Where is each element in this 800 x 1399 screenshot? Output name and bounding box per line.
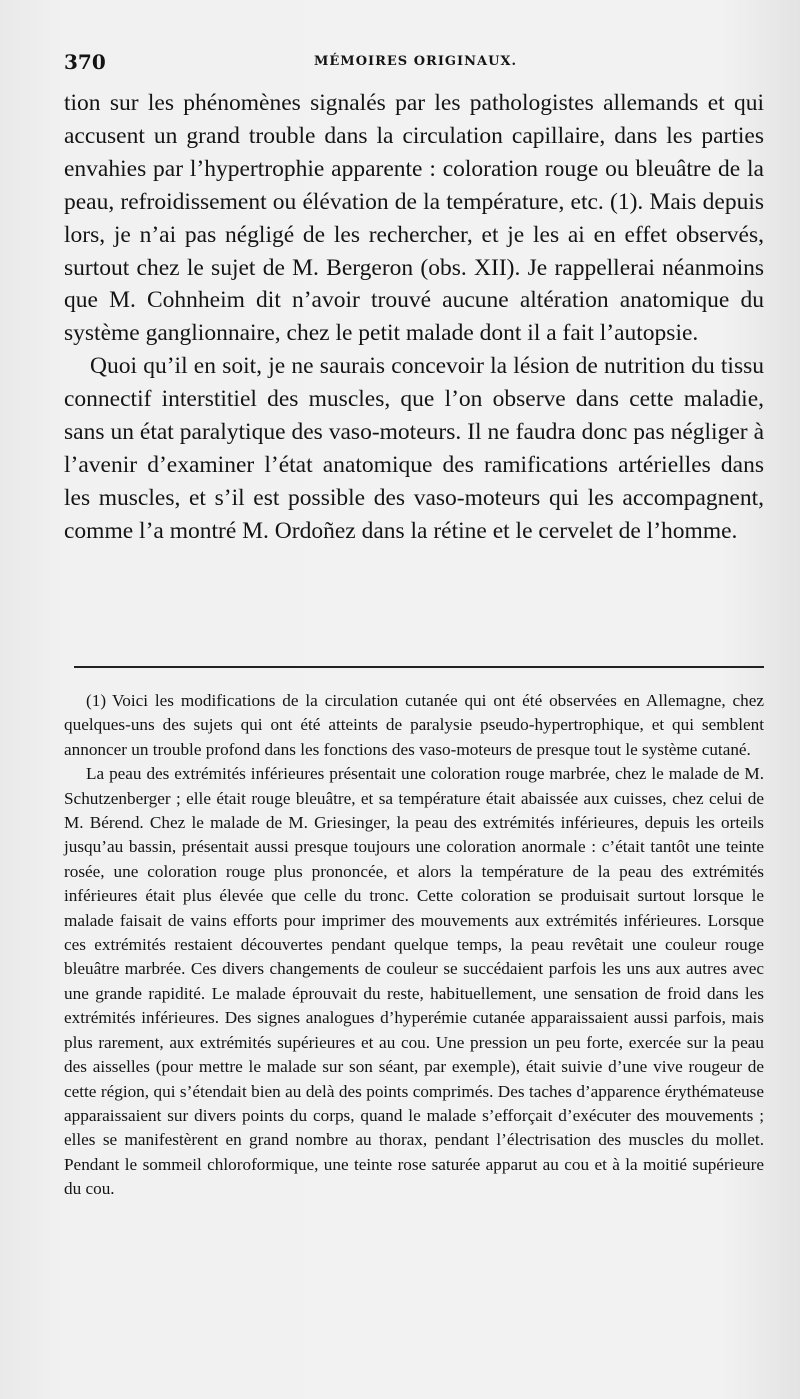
footnote-text: Voici les modifications de la circulation cutanée qui ont été observées en Allemagne, chez quelques-uns des sujets qui ont été atteints de paralysie pseudo-hypertrophique, et qui semblent annoncer un trouble profond dans les fonctions des vaso-moteurs de presque tout le système cutané. [64,691,764,759]
page-header [64,50,764,78]
footnote-paragraph [64,689,764,762]
footnote-marker: (1) [86,691,107,710]
main-paragraph: tion sur les phénomènes signalés par les pathologistes allemands et qui accusent un grand trouble dans la circulation capillaire, dans les parties envahies par l’hypertrophie apparente : coloration rouge ou bleuâtre de la peau, refroidissement ou élévation de la température, etc. (1). Mais depuis lors, je n’ai pas négligé de les rechercher, et je les ai en effet observés, surtout chez le sujet de M. Bergeron (obs. XII). Je rappellerai néanmoins que M. Cohnheim dit n’avoir trouvé aucune altération anatomique du système ganglionnaire, chez le petit malade dont il a fait l’autopsie. [64,90,764,347]
footnote [64,689,764,1202]
page-number: 370 [64,50,106,74]
running-head: MÉMOIRES ORIGINAUX. [314,54,518,69]
main-text [64,87,764,548]
footnote-paragraph: La peau des extrémités inférieures présentait une coloration rouge marbrée, chez le malade de M. Schutzenberger ; elle était rouge bleuâtre, et sa température était abaissée aux cuisses, chez celui de M. Bérend. Chez le malade de M. Griesinger, la peau des extrémités inférieures, depuis les orteils jusqu’au bassin, présentait aussi presque toujours une coloration anormale : c’était tantôt une teinte rosée, une coloration rouge plus prononcée, et alors la température de la peau des extrémités inférieures était plus élevée que celle du tronc. Cette coloration se produisait surtout lorsque le malade faisait de vains efforts pour imprimer des mouvements aux extrémités inférieures. Lorsque ces extrémités restaient découvertes pendant quelque temps, la peau revêtait une couleur rouge bleuâtre marbrée. Ces divers changements de couleur se succédaient parfois les uns aux autres avec une grande rapidité. Le malade éprouvait du reste, habituellement, une sensation de froid dans les extrémités inférieures. Des signes analogues d’hyperémie cutanée apparaissaient aussi parfois, mais plus rarement, aux extrémités supérieures et au cou. Une pression un peu forte, exercée sur la peau des aisselles (pour mettre le malade sur son séant, par exemple), était suivie d’une vive rougeur de cette région, qui s’étendait bien au delà des points comprimés. Des taches d’apparence érythémateuse apparaissaient sur divers points du corps, quand le malade s’efforçait d’exécuter des mouvements ; elles se manifestèrent en grand nombre au thorax, pendant l’électrisation des muscles du mollet. Pendant le sommeil chloroformique, une teinte rose saturée apparut au cou et à la moitié supérieure du cou. [64,764,764,1199]
main-paragraph: Quoi qu’il en soit, je ne saurais concevoir la lésion de nutrition du tissu connectif interstitiel des muscles, que l’on observe dans cette maladie, sans un état paralytique des vaso-moteurs. Il ne faudra donc pas négliger à l’avenir d’examiner l’état anatomique des ramifications artérielles dans les muscles, et s’il est possible des vaso-moteurs qui les accompagnent, comme l’a montré M. Ordoñez dans la rétine et le cervelet de l’homme. [64,353,764,544]
footnote-separator [74,666,764,668]
